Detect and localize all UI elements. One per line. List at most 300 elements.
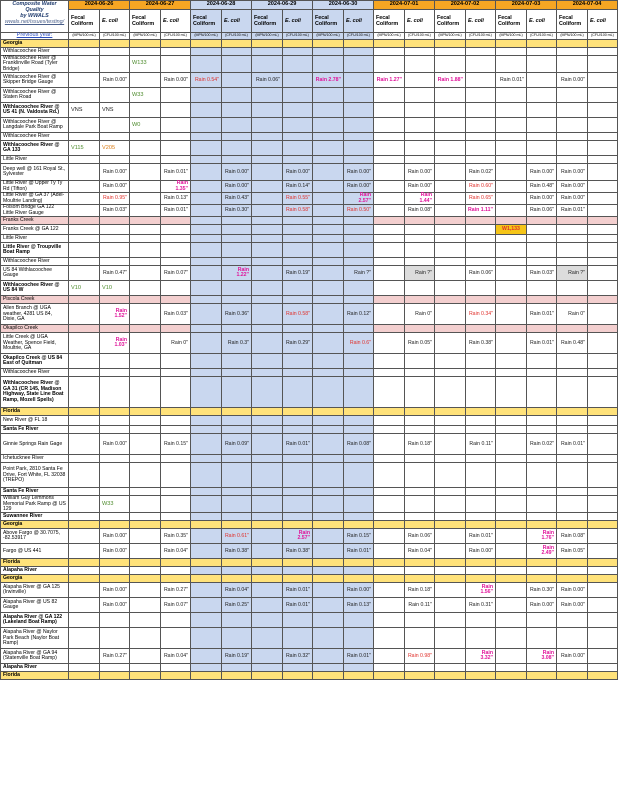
table-title: Composite Water Quality by WWALS — [12, 1, 57, 19]
ecoli-cell — [588, 258, 618, 266]
fecal-cell — [69, 369, 100, 377]
date-header: 2024-06-30 — [313, 1, 374, 10]
fecal-cell — [496, 649, 527, 664]
ecoli-cell — [588, 598, 618, 613]
ecoli-cell: Rain 0.00" — [222, 181, 252, 193]
site-name: Withlacoochee River — [1, 369, 69, 377]
previous-year-link[interactable]: Previous year: — [1, 33, 69, 40]
fecal-cell — [252, 181, 283, 193]
ecoli-cell — [527, 463, 557, 488]
ecoli-cell — [466, 225, 496, 235]
fecal-cell — [69, 672, 100, 680]
fecal-cell — [130, 281, 161, 296]
fecal-cell — [557, 664, 588, 672]
fecal-cell — [313, 235, 344, 243]
ecoli-cell — [222, 488, 252, 496]
ecoli-cell — [588, 235, 618, 243]
fecal-cell — [130, 664, 161, 672]
site-name: Georgia — [1, 575, 69, 583]
fecal-cell: Rain 0.00" — [557, 193, 588, 205]
ecoli-cell — [466, 133, 496, 141]
fecal-cell — [252, 40, 283, 48]
ecoli-cell — [588, 521, 618, 529]
fecal-cell — [69, 649, 100, 664]
ecoli-cell: Rain 0.00" — [466, 544, 496, 559]
ecoli-cell — [222, 235, 252, 243]
ecoli-cell — [588, 266, 618, 281]
fecal-cell: Rain 0.00" — [557, 598, 588, 613]
fecal-cell — [557, 141, 588, 156]
table-row — [1, 613, 618, 628]
fecal-cell — [252, 217, 283, 225]
site-name: Alapaha River @ GA 125 (Irwinville) — [1, 583, 69, 598]
fecal-cell — [191, 296, 222, 304]
fecal-cell — [435, 496, 466, 513]
fecal-cell — [496, 235, 527, 243]
ecoli-cell — [466, 281, 496, 296]
ecoli-cell — [344, 217, 374, 225]
ecoli-cell — [161, 133, 191, 141]
fecal-cell — [69, 40, 100, 48]
ecoli-header: E. coli — [222, 10, 252, 33]
site-name: Deep well @ 161 Royal St., Sylvester — [1, 164, 69, 181]
ecoli-cell — [283, 377, 313, 408]
fecal-cell — [69, 225, 100, 235]
ecoli-cell: Rain 0.00" — [344, 164, 374, 181]
ecoli-cell: Rain ?" — [405, 266, 435, 281]
fecal-cell — [130, 325, 161, 333]
ecoli-header: E. coli — [405, 10, 435, 33]
fecal-cell — [191, 266, 222, 281]
ecoli-cell — [588, 529, 618, 544]
ecoli-cell — [405, 103, 435, 118]
ecoli-cell — [222, 325, 252, 333]
fecal-cell — [130, 73, 161, 88]
ecoli-cell — [344, 73, 374, 88]
ecoli-cell — [527, 354, 557, 369]
fecal-cell — [130, 193, 161, 205]
fecal-cell — [313, 48, 344, 56]
ecoli-cell — [466, 103, 496, 118]
fecal-coliform-header: Fecal Coliform — [69, 10, 100, 33]
fecal-cell — [496, 529, 527, 544]
fecal-cell — [191, 304, 222, 325]
ecoli-cell — [344, 281, 374, 296]
ecoli-cell — [222, 664, 252, 672]
ecoli-cell — [344, 567, 374, 575]
fecal-cell — [191, 133, 222, 141]
ecoli-cell: Rain 0.01" — [161, 164, 191, 181]
ecoli-cell — [588, 613, 618, 628]
table-row — [1, 583, 618, 598]
ecoli-cell — [100, 455, 130, 463]
fecal-cell — [435, 193, 466, 205]
ecoli-cell: Rain 0.43" — [222, 193, 252, 205]
fecal-cell — [130, 48, 161, 56]
ecoli-cell — [100, 426, 130, 434]
fecal-cell — [435, 118, 466, 133]
fecal-cell: Rain 0.00" — [557, 649, 588, 664]
ecoli-cell — [283, 369, 313, 377]
fecal-cell — [313, 296, 344, 304]
ecoli-cell — [466, 56, 496, 73]
fecal-cell — [69, 156, 100, 164]
ecoli-cell — [344, 354, 374, 369]
fecal-cell — [313, 544, 344, 559]
fecal-cell — [191, 88, 222, 103]
ecoli-cell — [222, 521, 252, 529]
ecoli-cell — [527, 243, 557, 258]
fecal-cell — [374, 416, 405, 426]
ecoli-cell: Rain 0.05" — [405, 333, 435, 354]
table-row — [1, 181, 618, 193]
ecoli-cell — [100, 628, 130, 649]
fecal-cell — [374, 513, 405, 521]
fecal-cell — [191, 377, 222, 408]
ecoli-cell — [527, 133, 557, 141]
fecal-cell — [130, 225, 161, 235]
date-header: 2024-07-01 — [374, 1, 435, 10]
fecal-cell: Rain 0.08" — [557, 529, 588, 544]
fecal-cell — [435, 217, 466, 225]
ecoli-cell — [222, 141, 252, 156]
ecoli-cell — [100, 416, 130, 426]
ecoli-cell: Rain 0.60" — [466, 181, 496, 193]
ecoli-cell — [588, 463, 618, 488]
ecoli-cell — [222, 281, 252, 296]
ecoli-cell — [527, 575, 557, 583]
ecoli-cell — [161, 103, 191, 118]
fecal-cell — [496, 118, 527, 133]
ecoli-cell — [161, 426, 191, 434]
ecoli-cell — [161, 408, 191, 416]
fecal-cell — [69, 133, 100, 141]
ecoli-cell — [100, 48, 130, 56]
ecoli-cell — [527, 377, 557, 408]
fecal-cell: Rain 1.27" — [374, 73, 405, 88]
ecoli-cell — [222, 559, 252, 567]
ecoli-cell — [344, 235, 374, 243]
fecal-cell — [130, 133, 161, 141]
fecal-cell — [496, 628, 527, 649]
fecal-cell — [374, 559, 405, 567]
table-row — [1, 628, 618, 649]
ecoli-cell — [161, 281, 191, 296]
ecoli-cell — [344, 575, 374, 583]
ecoli-cell — [100, 513, 130, 521]
ecoli-cell: Rain 0.38" — [283, 544, 313, 559]
ecoli-cell: Rain 0.13" — [344, 598, 374, 613]
fecal-cell — [191, 521, 222, 529]
fecal-cell — [496, 408, 527, 416]
section-row — [1, 48, 618, 56]
ecoli-cell — [466, 217, 496, 225]
fecal-cell: V115 — [69, 141, 100, 156]
ecoli-cell — [100, 408, 130, 416]
fecal-cell — [130, 369, 161, 377]
fecal-cell — [69, 513, 100, 521]
ecoli-cell — [222, 118, 252, 133]
date-header: 2024-06-29 — [252, 1, 313, 10]
fecal-cell — [191, 613, 222, 628]
fecal-cell — [191, 529, 222, 544]
fecal-cell — [69, 583, 100, 598]
fecal-cell — [374, 217, 405, 225]
fecal-cell — [313, 567, 344, 575]
fecal-coliform-header: Fecal Coliform — [252, 10, 283, 33]
ecoli-cell — [405, 559, 435, 567]
column-label-row — [1, 10, 618, 33]
ecoli-cell: Rain 0.00" — [161, 73, 191, 88]
ecoli-cell — [161, 48, 191, 56]
fecal-unit: (MPN/100 mL) — [313, 33, 344, 40]
fecal-cell — [130, 521, 161, 529]
fecal-cell — [130, 455, 161, 463]
ecoli-cell: Rain 0.27" — [161, 583, 191, 598]
fecal-cell — [191, 217, 222, 225]
ecoli-cell: Rain 0.00" — [100, 434, 130, 455]
date-header: 2024-06-27 — [130, 1, 191, 10]
fecal-cell — [435, 56, 466, 73]
fecal-cell — [130, 296, 161, 304]
ecoli-cell — [344, 664, 374, 672]
site-name: Florida — [1, 672, 69, 680]
fecal-cell — [191, 513, 222, 521]
fecal-cell — [191, 583, 222, 598]
site-name: Withlacoochee River @ Staten Road — [1, 88, 69, 103]
fecal-cell: Rain 0.00" — [557, 583, 588, 598]
ecoli-cell — [344, 258, 374, 266]
fecal-coliform-header: Fecal Coliform — [313, 10, 344, 33]
ecoli-cell — [161, 217, 191, 225]
ecoli-cell — [588, 649, 618, 664]
ecoli-cell: Rain 0" — [161, 333, 191, 354]
fecal-cell — [69, 567, 100, 575]
fecal-cell — [313, 408, 344, 416]
fecal-cell — [374, 672, 405, 680]
ecoli-cell — [344, 628, 374, 649]
ecoli-cell: Rain 0.02" — [466, 164, 496, 181]
ecoli-cell — [161, 664, 191, 672]
ecoli-cell: Rain 0.36" — [222, 304, 252, 325]
fecal-cell — [374, 281, 405, 296]
table-body — [1, 40, 618, 680]
fecal-cell — [435, 296, 466, 304]
fecal-cell — [191, 141, 222, 156]
fecal-cell — [557, 613, 588, 628]
ecoli-cell — [283, 575, 313, 583]
ecoli-cell — [588, 559, 618, 567]
ecoli-cell: Rain 2.57" — [344, 193, 374, 205]
fecal-cell — [252, 164, 283, 181]
fecal-cell — [252, 488, 283, 496]
fecal-cell — [69, 73, 100, 88]
fecal-cell — [496, 416, 527, 426]
ecoli-cell — [100, 325, 130, 333]
site-name: Above Fargo @ 30.7075, -82.53917 — [1, 529, 69, 544]
site-name: Florida — [1, 408, 69, 416]
fecal-cell — [496, 156, 527, 164]
table-row — [1, 164, 618, 181]
fecal-cell — [191, 103, 222, 118]
fecal-cell — [191, 455, 222, 463]
table-row — [1, 225, 618, 235]
fecal-cell — [435, 103, 466, 118]
fecal-cell — [374, 181, 405, 193]
ecoli-cell — [283, 613, 313, 628]
fecal-cell — [313, 258, 344, 266]
ecoli-cell — [344, 141, 374, 156]
fecal-cell — [374, 575, 405, 583]
fecal-cell — [252, 325, 283, 333]
site-name: Franks Creek @ GA 122 — [1, 225, 69, 235]
fecal-cell — [557, 281, 588, 296]
ecoli-cell — [161, 354, 191, 369]
fecal-cell — [557, 369, 588, 377]
fecal-cell — [496, 40, 527, 48]
fecal-cell — [435, 408, 466, 416]
fecal-cell — [435, 455, 466, 463]
fecal-cell — [435, 281, 466, 296]
fecal-cell — [374, 103, 405, 118]
ecoli-cell — [283, 354, 313, 369]
fecal-cell — [252, 235, 283, 243]
ecoli-cell — [161, 88, 191, 103]
ecoli-cell — [466, 141, 496, 156]
ecoli-cell: Rain 1.44" — [405, 193, 435, 205]
ecoli-cell — [344, 455, 374, 463]
fecal-cell — [313, 217, 344, 225]
fecal-cell — [191, 567, 222, 575]
ecoli-cell — [222, 463, 252, 488]
ecoli-cell: Rain 0.08" — [405, 205, 435, 217]
fecal-cell — [496, 664, 527, 672]
fecal-cell — [130, 434, 161, 455]
ecoli-cell — [466, 408, 496, 416]
fecal-cell — [374, 333, 405, 354]
site-name: Withlacoochee River @ GA 31 (CR 145, Madison Highway, State Line Boat Ramp, Mozell Spells) — [1, 377, 69, 408]
ecoli-cell — [222, 48, 252, 56]
fecal-cell — [69, 325, 100, 333]
fecal-cell — [252, 141, 283, 156]
fecal-cell — [252, 544, 283, 559]
ecoli-cell — [222, 416, 252, 426]
table-row — [1, 496, 618, 513]
fecal-cell — [496, 103, 527, 118]
ecoli-cell — [527, 369, 557, 377]
ecoli-cell: Rain 2.49" — [527, 544, 557, 559]
fecal-cell: Rain 0.00" — [557, 164, 588, 181]
fecal-unit: (MPN/100 mL) — [496, 33, 527, 40]
fecal-cell — [557, 559, 588, 567]
site-name: Withlacoochee River @ GA 133 — [1, 141, 69, 156]
ecoli-unit: (CFU/100 mL) — [222, 33, 252, 40]
fecal-cell — [69, 48, 100, 56]
ecoli-cell — [466, 426, 496, 434]
fecal-cell: Rain 0" — [557, 304, 588, 325]
ecoli-cell — [283, 521, 313, 529]
ecoli-cell: Rain 1.35" — [161, 181, 191, 193]
table-row — [1, 333, 618, 354]
fecal-cell — [252, 56, 283, 73]
ecoli-cell: Rain 0" — [405, 304, 435, 325]
ecoli-cell — [466, 354, 496, 369]
ecoli-cell — [344, 369, 374, 377]
ecoli-cell — [588, 217, 618, 225]
fecal-cell — [69, 408, 100, 416]
fecal-cell — [69, 559, 100, 567]
ecoli-cell — [405, 141, 435, 156]
fecal-cell — [191, 193, 222, 205]
fecal-cell — [69, 613, 100, 628]
fecal-cell — [69, 426, 100, 434]
ecoli-cell — [588, 575, 618, 583]
fecal-cell — [130, 217, 161, 225]
site-url-link[interactable]: wwals.net/issues/testing/ — [4, 19, 65, 25]
ecoli-cell — [405, 377, 435, 408]
fecal-cell — [496, 48, 527, 56]
fecal-cell — [374, 205, 405, 217]
fecal-cell — [557, 354, 588, 369]
fecal-cell — [252, 377, 283, 408]
ecoli-cell — [588, 672, 618, 680]
ecoli-cell: Rain 0.07" — [161, 266, 191, 281]
ecoli-cell — [283, 40, 313, 48]
fecal-cell — [374, 434, 405, 455]
fecal-cell: W33 — [130, 88, 161, 103]
fecal-cell — [69, 488, 100, 496]
fecal-cell — [69, 575, 100, 583]
fecal-cell — [374, 141, 405, 156]
fecal-cell — [252, 333, 283, 354]
fecal-cell — [130, 333, 161, 354]
ecoli-cell — [283, 156, 313, 164]
fecal-cell — [252, 193, 283, 205]
ecoli-cell — [222, 243, 252, 258]
site-name: Point Park, 2810 Santa Fe Drive, Fort White, FL 32038 (TREPO) — [1, 463, 69, 488]
fecal-cell — [130, 416, 161, 426]
ecoli-cell — [527, 628, 557, 649]
fecal-cell: Rain ?" — [557, 266, 588, 281]
site-name: US 84 Withlacoochee Gauge — [1, 266, 69, 281]
fecal-cell — [252, 281, 283, 296]
fecal-cell — [496, 426, 527, 434]
ecoli-cell — [405, 225, 435, 235]
fecal-cell — [69, 88, 100, 103]
fecal-cell — [252, 664, 283, 672]
fecal-cell — [374, 664, 405, 672]
ecoli-cell: Rain 0.19" — [222, 649, 252, 664]
ecoli-cell — [283, 408, 313, 416]
ecoli-cell — [283, 513, 313, 521]
site-name: Withlacoochee River @ Langdale Park Boat Ramp — [1, 118, 69, 133]
fecal-cell — [435, 628, 466, 649]
fecal-cell — [313, 488, 344, 496]
fecal-cell — [69, 235, 100, 243]
fecal-cell — [435, 164, 466, 181]
fecal-cell — [252, 296, 283, 304]
date-header: 2024-07-04 — [557, 1, 618, 10]
fecal-cell — [313, 434, 344, 455]
fecal-cell — [435, 463, 466, 488]
fecal-cell — [496, 513, 527, 521]
date-header: 2024-07-03 — [496, 1, 557, 10]
ecoli-cell: Rain 0.35" — [161, 529, 191, 544]
ecoli-cell — [466, 296, 496, 304]
ecoli-cell — [100, 488, 130, 496]
fecal-cell — [557, 488, 588, 496]
ecoli-cell — [527, 141, 557, 156]
